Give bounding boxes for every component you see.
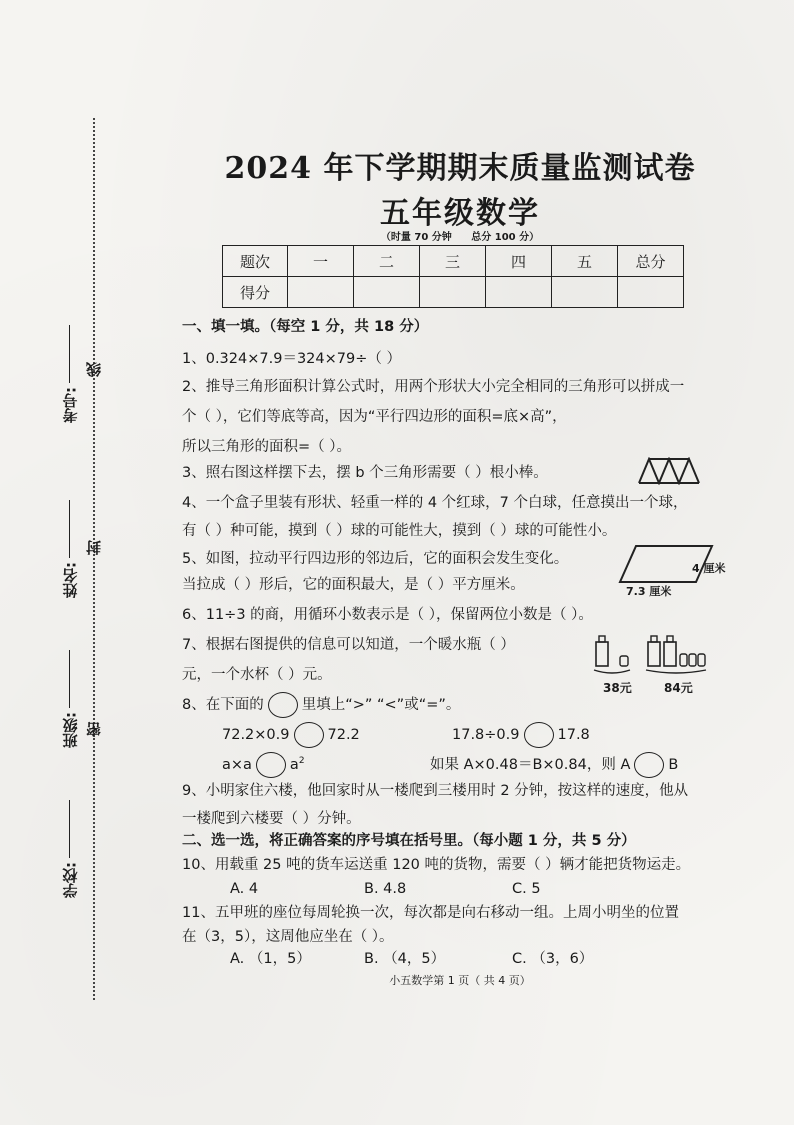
- q8-item1-right: 72.2: [327, 727, 360, 743]
- q8-item3-exponent: 2: [298, 756, 305, 767]
- question-5-line1: 5、如图，拉动平行四边形的邻边后，它的面积会发生变化。: [182, 551, 569, 567]
- question-6: 6、11÷3 的商，用循环小数表示是（ ），保留两位小数是（ ）。: [182, 607, 593, 623]
- exam-number-blank[interactable]: [70, 325, 71, 383]
- question-8-text-b: 里填上“>” “<”或“=”。: [301, 697, 461, 713]
- question-11-line2: 在（3，5），这周他应坐在（ ）。: [182, 929, 394, 945]
- time-limit: （时量 70 分钟: [380, 232, 452, 243]
- score-input-4[interactable]: [486, 277, 552, 308]
- school-blank[interactable]: [70, 800, 71, 858]
- score-input-3[interactable]: [420, 277, 486, 308]
- thermos-cups-figure: [590, 632, 710, 678]
- class-label: 班级:: [61, 712, 80, 748]
- name-blank[interactable]: [70, 500, 71, 558]
- score-cell-5: 五: [552, 246, 618, 277]
- question-7-line1: 7、根据右图提供的信息可以知道，一个暖水瓶（ ）: [182, 637, 515, 653]
- question-7-line2: 元，一个水杯（ ）元。: [182, 667, 332, 683]
- dotted-cut-line: [93, 118, 95, 1000]
- compare-circle-example: [268, 692, 298, 718]
- question-1: 1、0.324×7.9＝324×79÷（ ）: [182, 351, 401, 367]
- exam-title: 2024 年下学期期末质量监测试卷: [224, 151, 696, 186]
- question-4-line2: 有（ ）种可能，摸到（ ）球的可能性大，摸到（ ）球的可能性小。: [182, 523, 617, 539]
- question-8-item-2: [452, 722, 590, 748]
- parallelogram-base-label: 7.3 厘米: [626, 585, 672, 598]
- q8-item4-left: 如果 A×0.48＝B×0.84，则 A: [430, 757, 631, 773]
- question-11-option-a[interactable]: A. （1，5）: [230, 951, 311, 967]
- score-cell-total: 总分: [618, 246, 684, 277]
- seal-mark-seal: 封: [85, 540, 103, 555]
- score-cell-2: 二: [354, 246, 420, 277]
- exam-subtitle: 五年级数学: [380, 196, 540, 231]
- question-9-line2: 一楼爬到六楼要（ ）分钟。: [182, 811, 361, 827]
- question-10-option-c[interactable]: C. 5: [512, 881, 541, 897]
- seal-mark-dense: 密: [85, 722, 103, 737]
- question-2-line2: 个（ ），它们等底等高，因为“平行四边形的面积=底×高”，: [182, 409, 567, 425]
- question-11-option-b[interactable]: B. （4，5）: [364, 951, 446, 967]
- page-footer: 小五数学第 1 页（ 共 4 页）: [389, 974, 531, 987]
- school-label: 学校:: [61, 862, 80, 898]
- name-label: 姓名:: [61, 562, 80, 598]
- class-blank[interactable]: [70, 650, 71, 708]
- compare-circle-3[interactable]: [256, 752, 286, 778]
- q8-item3-right: a: [289, 757, 299, 773]
- score-input-1[interactable]: [288, 277, 354, 308]
- question-8-item-4: [430, 752, 678, 778]
- exam-number-label: 考号:: [61, 387, 80, 423]
- triangle-sticks-figure: [637, 457, 705, 485]
- question-8-item-3: [222, 752, 305, 778]
- q8-item2-right: 17.8: [557, 727, 590, 743]
- question-10-option-b[interactable]: B. 4.8: [364, 881, 407, 897]
- question-2-line3: 所以三角形的面积=（ ）。: [182, 439, 352, 455]
- question-8-text-a: 8、在下面的: [182, 697, 264, 713]
- total-score: 总分 100 分）: [471, 232, 540, 243]
- section2-heading: 二、选一选，将正确答案的序号填在括号里。（每小题 1 分，共 5 分）: [182, 833, 636, 849]
- score-row-label: 得分: [223, 277, 288, 308]
- score-cell-3: 三: [420, 246, 486, 277]
- q8-item2-left: 17.8÷0.9: [452, 727, 520, 743]
- question-10: 10、用载重 25 吨的货车运送重 120 吨的货物，需要（ ）辆才能把货物运走。: [182, 857, 691, 873]
- question-5-line2: 当拉成（ ）形后，它的面积最大，是（ ）平方厘米。: [182, 577, 525, 593]
- score-cell-label: 题次: [223, 246, 288, 277]
- question-3: 3、照右图这样摆下去，摆 b 个三角形需要（ ）根小棒。: [182, 465, 548, 481]
- compare-circle-2[interactable]: [524, 722, 554, 748]
- score-table-score-row: [223, 277, 684, 308]
- score-table-header-row: [223, 246, 684, 277]
- q8-item3-left: a×a: [222, 757, 252, 773]
- question-11-line1: 11、五甲班的座位每周轮换一次，每次都是向右移动一组。上周小明坐的位置: [182, 905, 679, 921]
- score-cell-4: 四: [486, 246, 552, 277]
- compare-circle-4[interactable]: [634, 752, 664, 778]
- school-field: [50, 800, 90, 898]
- parallelogram-side-label: 4 厘米: [692, 562, 726, 575]
- compare-circle-1[interactable]: [294, 722, 324, 748]
- question-8-item-1: [222, 722, 360, 748]
- q8-item4-right: B: [668, 757, 679, 773]
- seal-mark-line: 线: [85, 362, 103, 377]
- section1-heading: 一、填一填。（每空 1 分，共 18 分）: [182, 319, 429, 335]
- price-label-1: 38元: [603, 681, 632, 695]
- score-input-5[interactable]: [552, 277, 618, 308]
- score-table: [222, 245, 684, 308]
- q8-item1-left: 72.2×0.9: [222, 727, 290, 743]
- score-input-2[interactable]: [354, 277, 420, 308]
- question-2-line1: 2、推导三角形面积计算公式时，用两个形状大小完全相同的三角形可以拼成一: [182, 379, 685, 395]
- binding-strip: [0, 0, 110, 1125]
- exam-meta: [210, 228, 710, 243]
- question-9-line1: 9、小明家住六楼，他回家时从一楼爬到三楼用时 2 分钟，按这样的速度，他从: [182, 783, 689, 799]
- score-input-total[interactable]: [618, 277, 684, 308]
- score-cell-1: 一: [288, 246, 354, 277]
- question-8: [182, 692, 460, 718]
- question-11-option-c[interactable]: C. （3，6）: [512, 951, 594, 967]
- price-label-2: 84元: [664, 681, 693, 695]
- question-4-line1: 4、一个盒子里装有形状、轻重一样的 4 个红球，7 个白球，任意摸出一个球，: [182, 495, 688, 511]
- question-10-option-a[interactable]: A. 4: [230, 881, 259, 897]
